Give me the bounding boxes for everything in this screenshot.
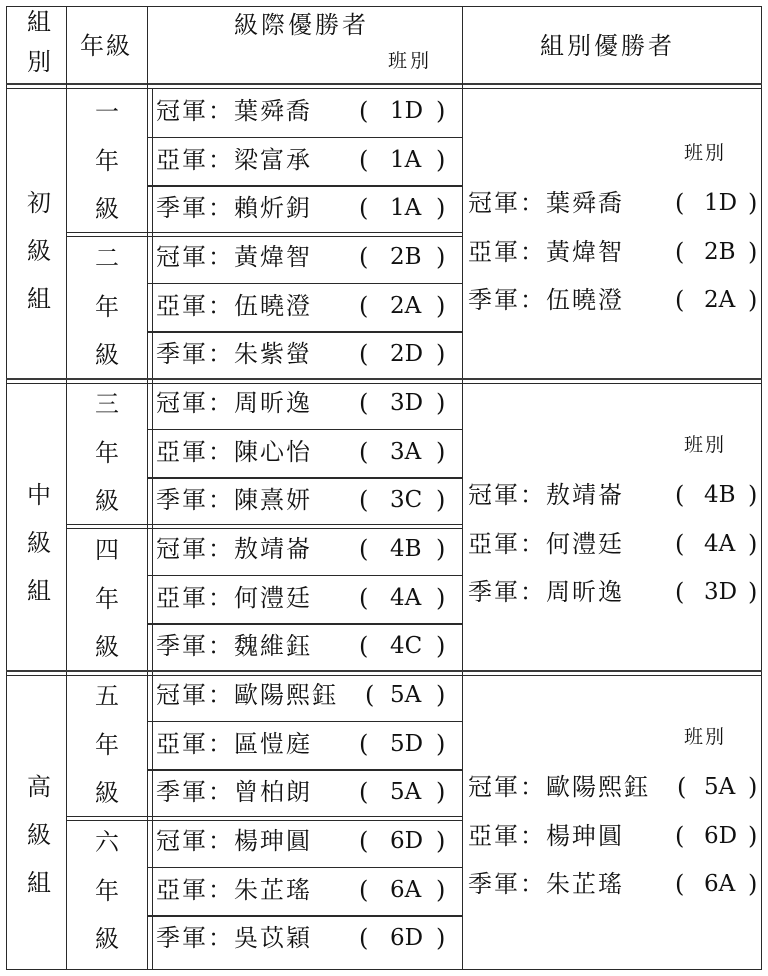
paren-open: ( (359, 243, 369, 271)
winner-row-divider (147, 769, 463, 770)
winner-entry: 冠軍：黃煒智 (156, 243, 312, 271)
paren-close: ) (436, 875, 446, 904)
grade-name-char: 四 (95, 536, 119, 564)
group-winner-entry: 亞軍：楊珅圓 (468, 821, 624, 850)
paren-close: ) (748, 870, 758, 898)
header-level-winners: 級際優勝者 (234, 11, 369, 39)
winner-class: 3A (390, 438, 422, 465)
winner-entry: 冠軍：楊珅圓 (156, 827, 312, 855)
paren-open: ( (359, 145, 369, 174)
group-winner-class: 3D (704, 579, 738, 605)
paren-close: ) (436, 340, 446, 369)
header-grade: 年級 (80, 32, 132, 60)
paren-open: ( (359, 583, 369, 612)
group-winner-entry: 季軍：伍曉澄 (468, 286, 624, 314)
paren-open: ( (359, 389, 369, 417)
header-group-char-2: 別 (27, 48, 51, 76)
grade-name-char: 一 (95, 98, 119, 126)
grade-name-char: 五 (95, 682, 119, 710)
paren-close: ) (436, 243, 446, 271)
winner-entry: 亞軍：區愷庭 (156, 729, 312, 758)
winner-entry: 亞軍：陳心怡 (156, 437, 312, 466)
grade-name-char: 年 (95, 438, 119, 467)
group-name-char: 組 (27, 577, 51, 605)
paren-open: ( (677, 773, 687, 801)
table-border-left (6, 6, 7, 970)
winner-class: 3D (390, 390, 424, 416)
group-name-char: 高 (27, 773, 51, 801)
winner-class: 4C (390, 633, 423, 660)
paren-close: ) (436, 583, 446, 612)
paren-open: ( (675, 821, 685, 850)
winner-class: 3C (390, 487, 423, 514)
winner-class: 2B (390, 244, 422, 270)
winner-class: 1A (390, 146, 422, 173)
grade-name-char: 級 (95, 779, 119, 808)
paren-open: ( (359, 632, 369, 661)
winner-entry: 冠軍：周昕逸 (156, 389, 312, 417)
grade-name-char: 年 (95, 146, 119, 175)
paren-open: ( (359, 535, 369, 563)
winner-class: 2D (390, 341, 424, 368)
group-name-char: 組 (27, 869, 51, 897)
paren-close: ) (436, 437, 446, 466)
paren-close: ) (748, 773, 758, 801)
winner-class: 5A (390, 779, 422, 806)
winner-entry: 亞軍：伍曉澄 (156, 291, 312, 320)
column-divider-group (66, 6, 67, 970)
grade-name-char: 級 (95, 633, 119, 662)
winner-entry: 亞軍：何澧廷 (156, 583, 312, 612)
grade-name-char: 三 (95, 390, 119, 418)
paren-open: ( (359, 291, 369, 320)
paren-close: ) (748, 821, 758, 850)
group-winner-class: 2A (704, 287, 736, 313)
grade-divider (66, 232, 463, 233)
winner-row-divider (147, 477, 463, 478)
paren-open: ( (365, 681, 375, 709)
group-winner-class: 4B (704, 482, 736, 508)
winner-class: 4B (390, 536, 422, 562)
group-name-char: 組 (27, 285, 51, 313)
paren-close: ) (436, 145, 446, 174)
column-divider-winners (462, 6, 463, 970)
paren-open: ( (675, 286, 685, 314)
group-winner-class: 1D (704, 190, 738, 216)
winner-class: 1A (390, 195, 422, 222)
grade-name-char: 年 (95, 730, 119, 759)
group-winner-class: 6A (704, 871, 736, 897)
winner-row-divider (147, 623, 463, 624)
winner-entry: 亞軍：梁富承 (156, 145, 312, 174)
header-group-char-1: 組 (27, 8, 51, 36)
table-border-right (761, 6, 762, 970)
winner-entry: 季軍：吳苡穎 (156, 924, 312, 953)
header-divider (6, 83, 762, 85)
paren-open: ( (359, 194, 369, 223)
grade-name-char: 級 (95, 487, 119, 516)
winner-row-divider (147, 429, 463, 430)
group-winner-entry: 亞軍：黃煒智 (468, 237, 624, 266)
group-winner-entry: 冠軍：葉舜喬 (468, 189, 624, 217)
group-winners-class-label: 班別 (684, 434, 727, 456)
grade-divider-inner (66, 236, 463, 237)
group-name-char: 級 (27, 821, 51, 849)
group-winner-entry: 亞軍：何澧廷 (468, 529, 624, 558)
paren-close: ) (436, 924, 446, 953)
table-border-top (6, 6, 762, 7)
grade-name-char: 年 (95, 584, 119, 613)
winner-row-divider (147, 185, 463, 186)
winner-row-divider (147, 721, 463, 722)
group-divider (6, 378, 762, 380)
group-name-char: 級 (27, 237, 51, 265)
paren-close: ) (436, 486, 446, 515)
winner-row-divider (147, 283, 463, 284)
paren-close: ) (748, 578, 758, 606)
winner-entry: 冠軍：葉舜喬 (156, 97, 312, 125)
group-winner-entry: 季軍：周昕逸 (468, 578, 624, 606)
group-name-char: 級 (27, 529, 51, 557)
winner-row-divider (147, 575, 463, 576)
winner-row-divider (147, 915, 463, 916)
winner-entry: 季軍：魏維鈺 (156, 632, 312, 661)
paren-close: ) (436, 97, 446, 125)
column-divider-grade (147, 6, 148, 970)
grade-divider (66, 816, 463, 817)
winner-class: 2A (390, 292, 422, 319)
paren-close: ) (748, 481, 758, 509)
paren-open: ( (675, 481, 685, 509)
winner-class: 5D (390, 730, 424, 757)
group-name-char: 中 (27, 481, 51, 509)
winner-entry: 季軍：賴炘鈅 (156, 194, 312, 223)
paren-close: ) (748, 286, 758, 314)
header-group-winners: 組別優勝者 (540, 32, 675, 60)
winner-entry: 冠軍：歐陽熙鈺 (156, 681, 338, 709)
grade-divider (66, 524, 463, 525)
paren-open: ( (359, 97, 369, 125)
paren-open: ( (675, 237, 685, 266)
paren-open: ( (359, 924, 369, 953)
paren-open: ( (675, 189, 685, 217)
group-winner-class: 5A (704, 774, 736, 800)
group-winner-entry: 冠軍：歐陽熙鈺 (468, 773, 650, 801)
winner-entry: 季軍：陳熹妍 (156, 486, 312, 515)
paren-close: ) (748, 237, 758, 266)
paren-close: ) (436, 389, 446, 417)
grade-divider-inner (66, 820, 463, 821)
grade-name-char: 年 (95, 292, 119, 321)
group-winner-class: 4A (704, 530, 736, 557)
winner-entry: 亞軍：朱芷瑤 (156, 875, 312, 904)
grade-name-char: 二 (95, 244, 119, 272)
header-divider-inner (6, 88, 762, 89)
paren-open: ( (359, 875, 369, 904)
header-class-label: 班別 (388, 50, 433, 72)
winner-class: 1D (390, 98, 424, 124)
grade-name-char: 六 (95, 828, 119, 856)
winner-class: 6D (390, 925, 424, 952)
paren-close: ) (436, 194, 446, 223)
paren-open: ( (359, 340, 369, 369)
paren-close: ) (436, 681, 446, 709)
paren-open: ( (359, 827, 369, 855)
paren-close: ) (436, 291, 446, 320)
grade-name-char: 級 (95, 341, 119, 370)
paren-close: ) (748, 529, 758, 558)
winner-class: 6A (390, 876, 422, 903)
grade-name-char: 級 (95, 925, 119, 954)
winner-row-divider (147, 867, 463, 868)
paren-close: ) (436, 827, 446, 855)
grade-name-char: 級 (95, 195, 119, 224)
paren-close: ) (748, 189, 758, 217)
group-winners-class-label: 班別 (684, 726, 727, 748)
group-divider (6, 670, 762, 672)
paren-close: ) (436, 535, 446, 563)
winner-class: 5A (390, 682, 422, 708)
winner-entry: 季軍：朱紫螢 (156, 340, 312, 369)
paren-open: ( (675, 529, 685, 558)
group-name-char: 初 (27, 189, 51, 217)
paren-open: ( (359, 729, 369, 758)
group-divider-inner (6, 675, 762, 676)
paren-open: ( (359, 486, 369, 515)
winner-row-divider (147, 137, 463, 138)
winner-entry: 季軍：曾柏朗 (156, 778, 312, 807)
grade-name-char: 年 (95, 876, 119, 905)
group-winner-class: 6D (704, 822, 738, 849)
winner-entry: 冠軍：敖靖崙 (156, 535, 312, 563)
table-border-bottom (6, 969, 762, 970)
paren-close: ) (436, 729, 446, 758)
paren-open: ( (359, 778, 369, 807)
winner-class: 6D (390, 828, 424, 854)
group-winners-class-label: 班別 (684, 142, 727, 164)
winner-class: 4A (390, 584, 422, 611)
grade-divider-inner (66, 528, 463, 529)
paren-close: ) (436, 632, 446, 661)
paren-open: ( (359, 437, 369, 466)
group-winner-class: 2B (704, 238, 736, 265)
winner-row-divider (147, 331, 463, 332)
paren-close: ) (436, 778, 446, 807)
group-divider-inner (6, 383, 762, 384)
paren-open: ( (675, 870, 685, 898)
group-winner-entry: 季軍：朱芷瑤 (468, 870, 624, 898)
paren-open: ( (675, 578, 685, 606)
group-winner-entry: 冠軍：敖靖崙 (468, 481, 624, 509)
